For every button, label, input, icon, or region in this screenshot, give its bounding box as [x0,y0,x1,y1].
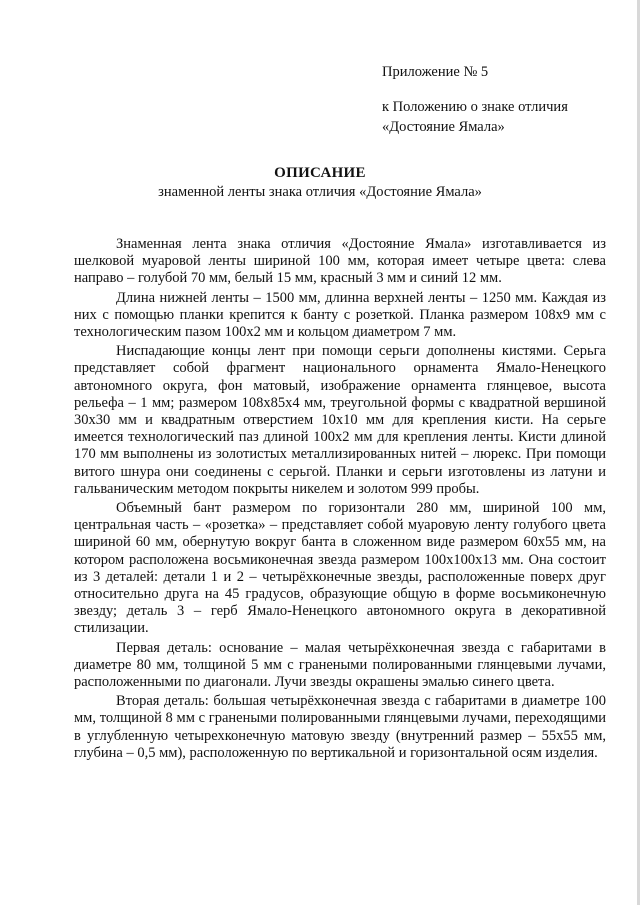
paragraph-second-detail: Вторая деталь: большая четырёхконечная звезда с габаритами в диаметре 100 мм, толщиной 8 мм с гранеными полированными глянцевыми лучами, переходящими в углубленную четырехконечную матовую звезду (внутренний размер – 55x55 мм, глубина – 0,5 мм), расположенную по вертикальной и горизонтальной осям изделия. [74,693,606,761]
document-body [74,236,606,764]
annex-reference [382,97,568,137]
annex-reference-line-1: к Положению о знаке отличия [382,99,568,115]
paragraph-ribbon-length: Длина нижней ленты – 1500 мм, длинна верхней ленты – 1250 мм. Каждая из них с помощью планки крепится к банту с розеткой. Планка размером 108x9 мм с технологическим пазом 100x2 мм и кольцом диаметром 7 мм. [74,289,606,341]
document-title: ОПИСАНИЕ [274,165,366,181]
annex-reference-line-2: «Достояние Ямала» [382,119,505,135]
document-subtitle: знаменной ленты знака отличия «Достояние Ямала» [158,184,482,200]
paragraph-first-detail: Первая деталь: основание – малая четырёхконечная звезда с габаритами в диаметре 80 мм, толщиной 5 мм с гранеными полированными глянцевыми лучами, расположенными по диагонали. Лучи звезды окрашены эмалью синего цвета. [74,639,606,691]
paragraph-bow-and-star: Объемный бант размером по горизонтали 280 мм, шириной 100 мм, центральная часть – «розетка» – представляет собой муаровую ленту голубого цвета шириной 60 мм, обернутую вокруг банта в сложенном виде размером 60x55 мм, на котором расположена восьмиконечная звезда размером 100x100x13 мм. Она состоит из 3 деталей: детали 1 и 2 – четырёхконечные звезды, расположенные поверх друг относительно друга на 45 градусов, образующие общую в форме восьмиконечную звезду; деталь 3 – герб Ямало-Ненецкого автономного округа в декоративной стилизации. [74,500,606,637]
annex-number: Приложение № 5 [382,64,489,80]
paragraph-ribbon-description: Знаменная лента знака отличия «Достояние Ямала» изготавливается из шелковой муаровой ленты шириной 100 мм, которая имеет четыре цвета: слева направо – голубой 70 мм, белый 15 мм, красный 3 мм и синий 12 мм. [74,236,606,287]
paragraph-earring-and-tassels: Ниспадающие концы лент при помощи серьги дополнены кистями. Серьга представляет собой фрагмент национального орнамента Ямало-Ненецкого автономного округа, фон матовый, изображение орнамента глянцевое, высота рельефа – 1 мм; размером 108x85x4 мм, треугольной формы с квадратной вершиной 30x30 мм и квадратным отверстием 10x10 мм для крепления кисти. На серьге имеется технологический паз длиной 100x2 мм для крепления ленты. Кисти длиной 170 мм выполнены из золотистых металлизированных нитей – люрекс. При помощи витого шнура они соединены с серьгой. Планки и серьги изготовлены из латуни и гальваническим методом покрыты никелем и золотом 999 пробы. [74,343,606,497]
